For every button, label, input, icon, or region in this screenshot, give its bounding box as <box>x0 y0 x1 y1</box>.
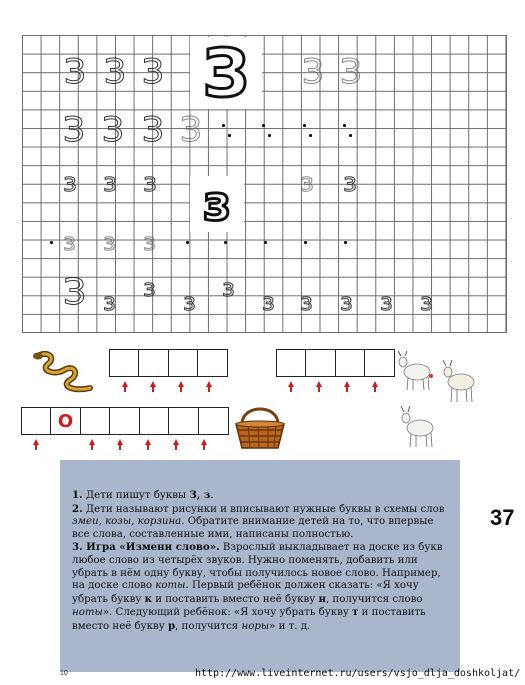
letter-box[interactable] <box>305 349 336 377</box>
practice-letter: З <box>102 110 124 150</box>
start-dot <box>228 134 231 137</box>
start-dot <box>50 241 53 244</box>
practice-letter: з <box>143 168 157 198</box>
page-number: 37 <box>490 505 515 530</box>
letter-box[interactable] <box>198 407 229 435</box>
big-upper-letter <box>190 34 262 112</box>
dotted-letter: з <box>143 228 156 256</box>
letter-box[interactable] <box>197 349 228 377</box>
dotted-letter: З <box>340 52 362 92</box>
start-dot <box>343 124 346 127</box>
practice-letter: З <box>104 52 126 92</box>
start-dot <box>186 241 189 244</box>
start-dot <box>222 124 225 127</box>
dotted-letter: з <box>300 168 314 198</box>
practice-letter: з <box>63 168 77 198</box>
start-dot <box>344 241 347 244</box>
start-dot <box>268 134 271 137</box>
letter-box[interactable] <box>364 349 395 377</box>
dotted-letter: з <box>103 228 116 256</box>
word-scheme-goats <box>277 349 395 377</box>
practice-letter: З <box>142 52 164 92</box>
dotted-letter: З <box>180 110 202 150</box>
practice-letter: з <box>103 168 117 198</box>
letter-box[interactable] <box>139 407 170 435</box>
letter-box[interactable] <box>168 407 199 435</box>
practice-letter: З <box>142 110 164 150</box>
big-upper-letter-text: З <box>202 34 250 112</box>
instruction-2: 2. Дети называют рисунки и вписывают нужные буквы в схемы слов змеи, козы, корзина. Обратите внимание детей на то, что впервые все слова, составленные ими, написаны полностью. <box>72 502 445 540</box>
source-url[interactable]: http://www.liveinternet.ru/users/vsjo_dlja_doshkoljat/ <box>195 668 521 679</box>
letter-box[interactable] <box>109 407 140 435</box>
practice-letter: З <box>64 52 86 92</box>
dotted-letter: з <box>63 228 76 256</box>
practice-letter: з <box>103 288 116 316</box>
start-dot <box>264 241 267 244</box>
snake-picture <box>30 348 96 394</box>
page-number-small: 10 <box>60 670 68 677</box>
letter-box[interactable] <box>50 407 81 435</box>
answer-letter: О <box>57 410 74 432</box>
big-lower-letter-text: з <box>203 176 231 232</box>
start-dot <box>309 134 312 137</box>
letter-box[interactable] <box>276 349 307 377</box>
goats-picture <box>395 350 490 455</box>
start-dot <box>224 241 227 244</box>
start-dot <box>262 124 265 127</box>
instructions-text <box>72 489 452 634</box>
instruction-1: 1. Дети пишут буквы З, з. <box>72 489 214 501</box>
practice-letter: З <box>63 272 87 313</box>
practice-letter: з <box>143 274 156 302</box>
practice-letter: з <box>343 168 357 198</box>
practice-letter: З <box>63 110 85 150</box>
practice-letter: з <box>380 288 393 316</box>
big-lower-letter <box>190 176 244 232</box>
practice-letter: з <box>262 288 275 316</box>
practice-letter: з <box>340 288 353 316</box>
letter-box[interactable] <box>109 349 140 377</box>
dotted-letter: З <box>302 52 324 92</box>
letter-box[interactable] <box>21 407 52 435</box>
letter-box[interactable] <box>80 407 111 435</box>
letter-box[interactable] <box>168 349 199 377</box>
start-dot <box>349 134 352 137</box>
word-scheme-basket <box>22 407 229 435</box>
word-scheme-snake <box>110 349 228 377</box>
letter-box[interactable] <box>335 349 366 377</box>
practice-letter: з <box>420 288 433 316</box>
practice-letter: з <box>300 288 313 316</box>
start-dot <box>303 124 306 127</box>
letter-box[interactable] <box>138 349 169 377</box>
basket-picture <box>232 402 288 452</box>
start-dot <box>304 241 307 244</box>
practice-letter: з <box>222 274 235 302</box>
instruction-3: 3. Игра «Измени слово». Взрослый выкладывает на доске из букв любое слово из четырёх звуков. Нужно поменять, добавить или убрать в нём одну букву, чтобы получилось новое слово. Например, на доске слово коты. Первый ребёнок должен сказать: «Я хочу убрать букву к и поставить вместо неё букву н, получится слово ноты». Следующий ребёнок: «Я хочу убрать букву т и поставить вместо неё букву р, получится норы» и т. д. <box>72 541 443 632</box>
practice-letter: з <box>183 288 196 316</box>
